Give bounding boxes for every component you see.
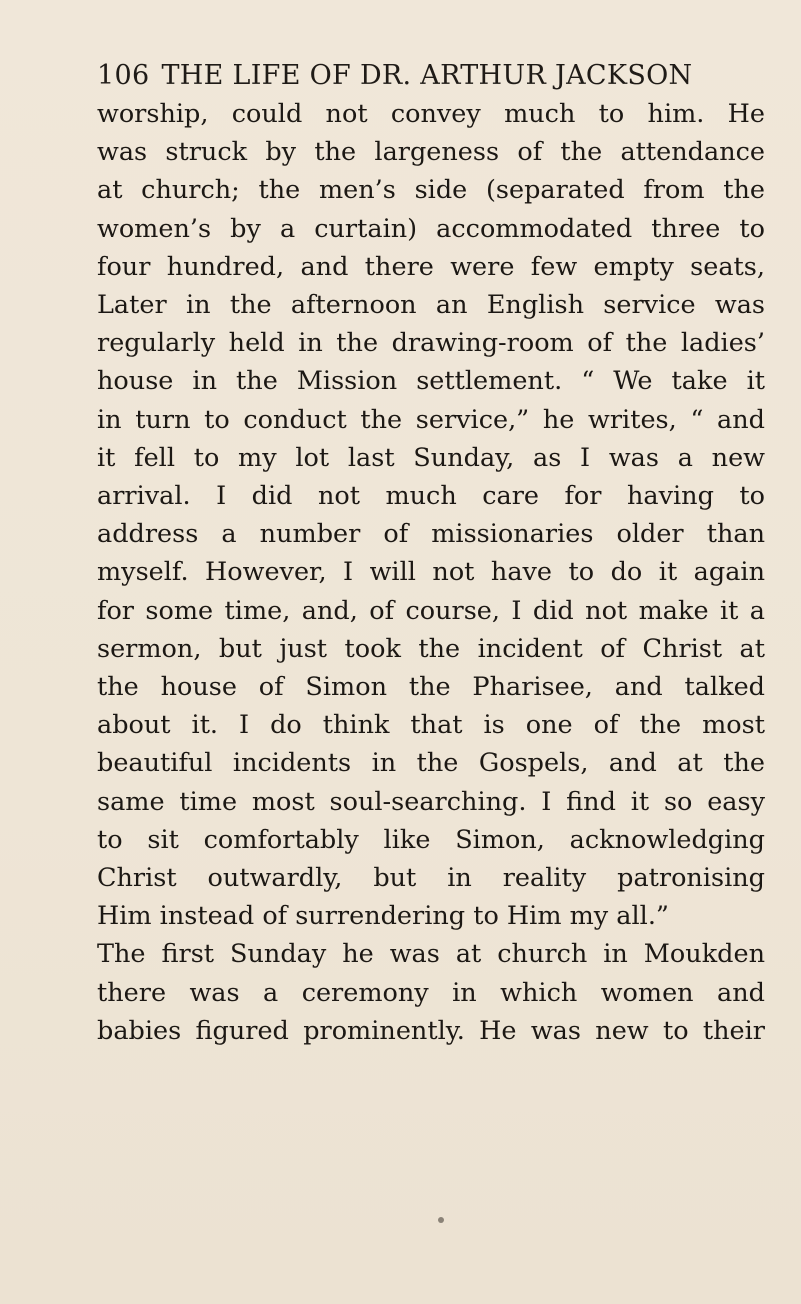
text-line: The first Sunday he was at church in Moukden	[97, 939, 765, 970]
text-line: it fell to my lot last Sunday, as I was a new	[97, 442, 765, 473]
text-line: Him instead of surrendering to Him my all.”	[97, 901, 669, 932]
text-line: myself. However, I will not have to do it again	[97, 557, 765, 588]
text-line: address a number of missionaries older than	[97, 519, 765, 550]
text-line: there was a ceremony in which women and	[97, 977, 765, 1008]
text-line: at church; the men’s side (separated from the	[97, 175, 765, 206]
text-line: beautiful incidents in the Gospels, and at the	[97, 748, 765, 779]
body-text	[97, 95, 765, 1050]
page-speck	[438, 1217, 444, 1223]
text-line: same time most soul-searching. I find it so easy	[97, 786, 765, 817]
text-line: regularly held in the drawing-room of the ladies’	[97, 328, 765, 359]
text-line: in turn to conduct the service,” he writes, “ and	[97, 404, 765, 435]
text-line: Christ outwardly, but in reality patronising	[97, 863, 765, 894]
text-line: house in the Mission settlement. “ We take it	[97, 366, 765, 397]
text-line: Later in the afternoon an English service was	[97, 290, 765, 321]
text-line: for some time, and, of course, I did not make it a	[97, 595, 765, 626]
text-line: sermon, but just took the incident of Christ at	[97, 633, 765, 664]
text-line: about it. I do think that is one of the most	[97, 710, 765, 741]
text-line: to sit comfortably like Simon, acknowledging	[97, 824, 765, 855]
running-title: THE LIFE OF DR. ARTHUR JACKSON	[161, 60, 693, 91]
text-line: women’s by a curtain) accommodated three to	[97, 213, 765, 244]
text-line: was struck by the largeness of the attendance	[97, 137, 765, 168]
text-line: babies figured prominently. He was new to their	[97, 1015, 765, 1046]
text-line: four hundred, and there were few empty seats,	[97, 251, 765, 282]
running-header	[97, 60, 777, 91]
text-line: the house of Simon the Pharisee, and talked	[97, 672, 765, 703]
text-line: worship, could not convey much to him. He	[97, 99, 765, 129]
text-line: arrival. I did not much care for having to	[97, 481, 765, 512]
page-number: 106	[97, 60, 150, 91]
